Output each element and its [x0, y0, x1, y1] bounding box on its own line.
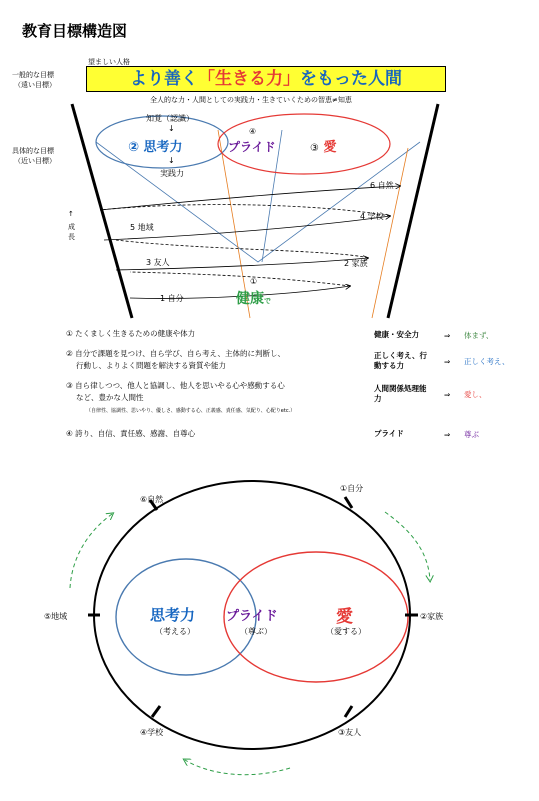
cycle-arrow-left — [70, 514, 112, 588]
practice-label: 実践力 — [160, 169, 184, 178]
specific-goal-label: 具体的な目標 — [12, 147, 54, 155]
table-row-1-arrow: ⇒ — [444, 331, 451, 340]
cycle-thinking-title: 思考力 — [150, 606, 196, 624]
cycle-love-title: 愛 — [336, 607, 353, 627]
spiral-2 — [130, 272, 350, 286]
table-row-4-res: 尊ぶ — [464, 430, 479, 439]
step-4-school: 4 学校 — [360, 212, 384, 221]
table-row-2-desc2: 行動し、よりよく問題を解決する資質や能力 — [76, 361, 226, 370]
table-row-2-arrow: ⇒ — [444, 357, 451, 366]
table-row-4-arrow: ⇒ — [444, 430, 451, 439]
growth-arrow: ↑ — [68, 210, 74, 218]
general-goal-label: 一般的な目標 — [12, 71, 54, 79]
page-title: 教育目標構造図 — [22, 22, 128, 40]
step-5-region: 5 地域 — [130, 223, 154, 232]
growth-label-1: 成 — [68, 223, 75, 231]
cycle-pride-sub: （尊ぶ） — [240, 627, 272, 636]
practice-arrow: ↓ — [168, 156, 175, 165]
table-row-2-res: 正しく考え、 — [464, 357, 510, 366]
table-row-3-cat: 人間関係処理能 — [374, 384, 427, 393]
banner-subtitle: 全人的な力・人間としての実践力・生きていくための智恵≠知恵 — [150, 96, 352, 104]
cone-right-side — [388, 104, 438, 318]
health-num: ① — [250, 277, 258, 286]
step-1-self: 1 自分 — [160, 294, 184, 303]
cycle-love-sub: （愛する） — [326, 627, 366, 636]
cone-left-side — [72, 104, 132, 318]
circle-4-pride: プライド — [228, 140, 276, 154]
cycle-p3-friends: ③友人 — [338, 728, 362, 737]
cycle-p6-nature: ⑥自然 — [140, 495, 164, 504]
health-label — [236, 288, 271, 308]
table-row-3-arrow: ⇒ — [444, 390, 451, 399]
table-row-4-cat: プライド — [374, 429, 404, 438]
table-row-2-cat2: 動する力 — [374, 361, 404, 370]
knowledge-arrow: ↓ — [168, 124, 175, 133]
circle-3-text: 愛 — [323, 140, 337, 155]
cycle-p2-family: ②家族 — [420, 612, 444, 621]
circle-3-num: ③ — [310, 143, 319, 154]
banner-middle: 「生きる力」 — [198, 69, 300, 89]
specific-goal-sub: （近い目標） — [14, 157, 56, 165]
step-2-family: 2 家族 — [344, 259, 368, 268]
cycle-p5-region: ⑤地域 — [44, 612, 68, 621]
knowledge-label: 知覚（認識） — [146, 114, 194, 123]
general-goal-sub: （遠い目標） — [14, 81, 56, 89]
table-row-3-desc2: など、豊かな人間性 — [76, 393, 144, 402]
spiral-6 — [100, 205, 390, 216]
table-row-3-desc: ③ 自ら律しつつ、他人と協調し、他人を思いやる心や感動する心 — [66, 381, 285, 390]
circle-3-love — [310, 136, 337, 155]
banner-right: をもった人間 — [300, 69, 402, 89]
cycle-p1-self: ①自分 — [340, 484, 364, 493]
health-suffix: で — [264, 297, 271, 305]
step-3-friends: 3 友人 — [146, 258, 170, 267]
table-row-4-desc: ④ 誇り、自信、責任感、感謝、自尊心 — [66, 429, 196, 438]
growth-label-2: 長 — [68, 233, 75, 241]
step-6-nature: 6 自然 — [370, 181, 394, 190]
table-row-3-note: （自律性、協調性、思いやり、優しさ、感動する心、正義感、責任感、気配り、心配りetc.） — [86, 408, 296, 414]
cycle-pride-title: プライド — [226, 609, 278, 624]
circle-2-num: ② — [128, 140, 140, 155]
inner-cone-left — [96, 142, 420, 262]
table-row-3-cat2: 力 — [374, 394, 382, 403]
table-row-1-cat: 健康・安全力 — [374, 330, 419, 339]
banner-left: より善く — [130, 69, 198, 89]
cone-diagram — [0, 0, 539, 330]
table-row-1-res: 体まず、 — [464, 331, 494, 340]
cycle-arrow-bottom — [185, 760, 290, 775]
health-text: 健康 — [236, 291, 264, 307]
cycle-thinking-sub: （考える） — [155, 627, 195, 636]
table-row-3-res: 愛し、 — [464, 390, 487, 399]
cycle-p4-school: ④学校 — [140, 728, 164, 737]
table-row-2-desc: ② 自分で課題を見つけ、自ら学び、自ら考え、主体的に判断し、 — [66, 349, 285, 358]
banner-top-note: 望ましい人格 — [88, 58, 130, 66]
circle-2-text: 思考力 — [143, 140, 183, 155]
circle-4-num: ④ — [249, 127, 257, 136]
cycle-arrow-right — [385, 512, 430, 580]
spiral-4 — [116, 240, 368, 258]
table-row-1-desc: ① たくましく生きるための健康や体力 — [66, 329, 196, 338]
circle-2-thinking — [128, 136, 183, 155]
table-row-2-cat: 正しく考え、行 — [374, 351, 427, 360]
